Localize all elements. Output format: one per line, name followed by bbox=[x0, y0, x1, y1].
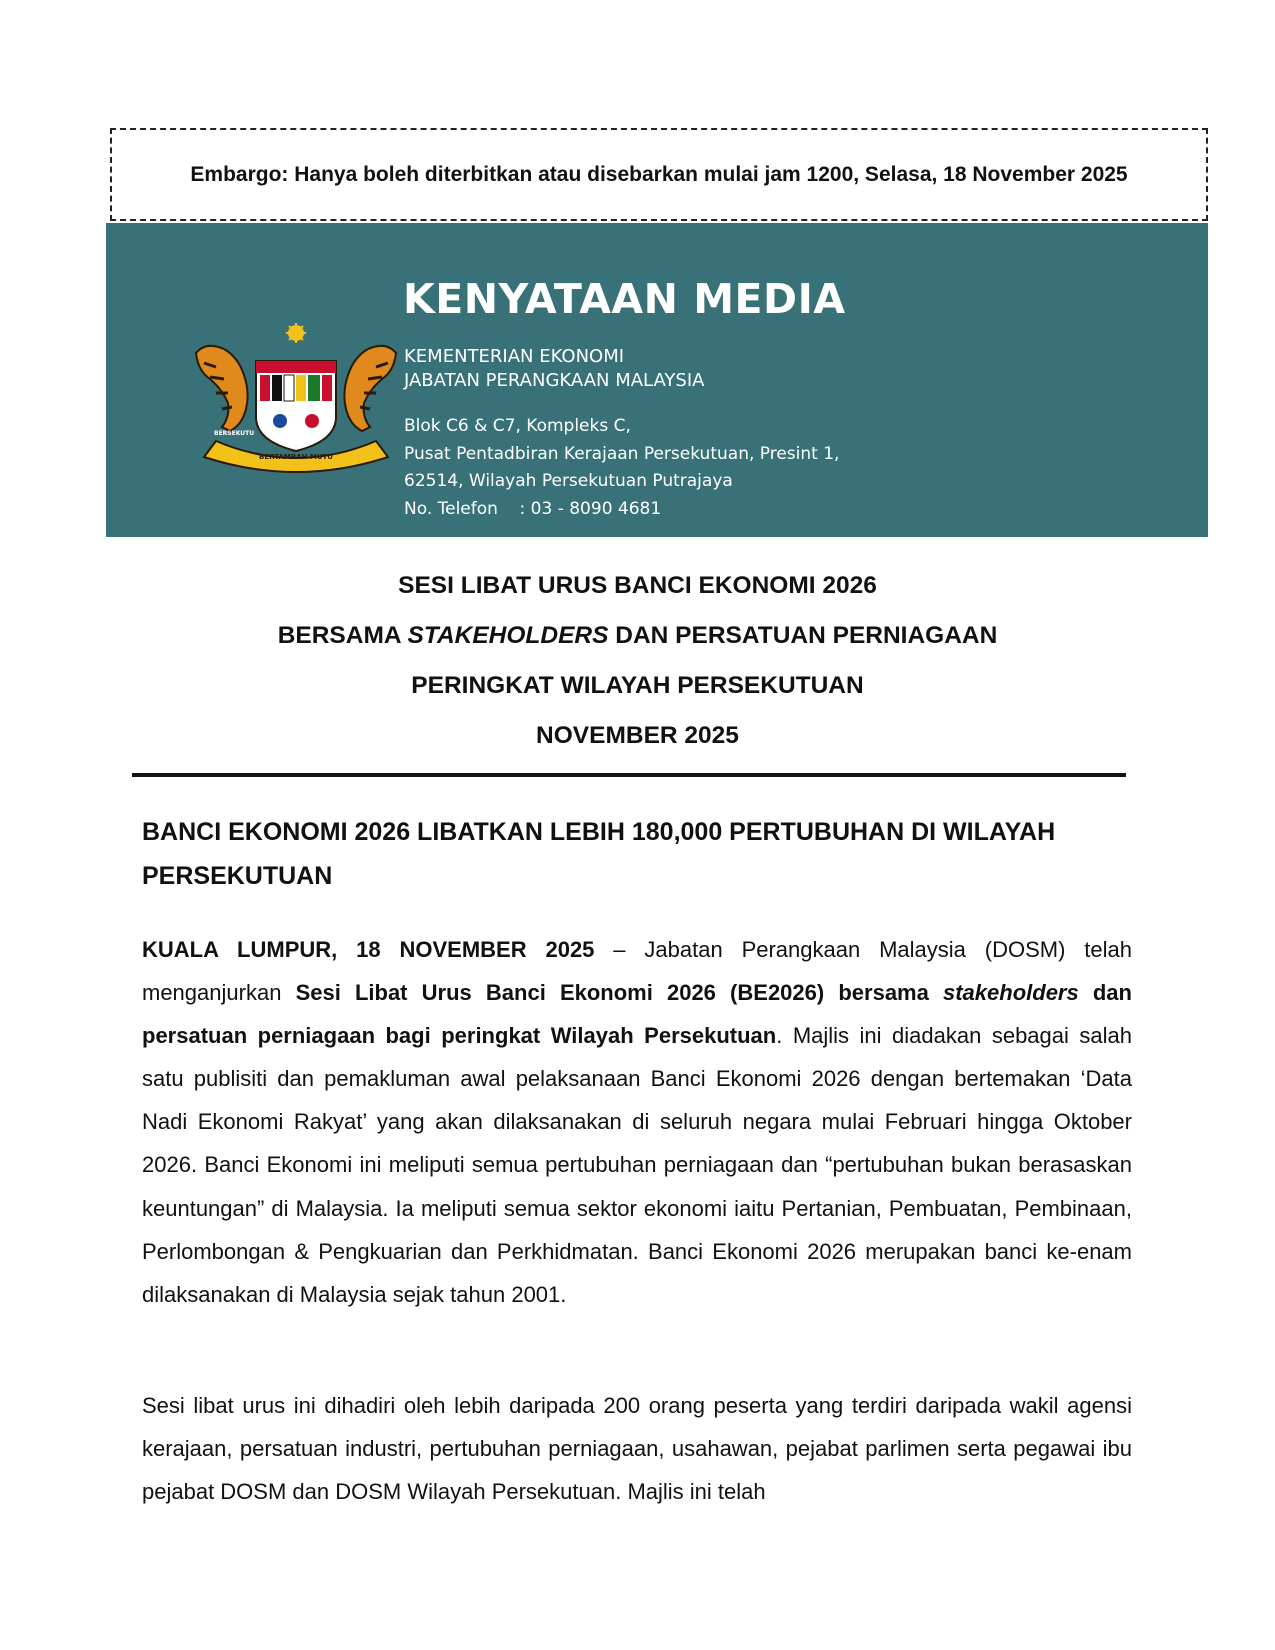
paragraph-2: Sesi libat urus ini dihadiri oleh lebih daripada 200 orang peserta yang terdiri daripada wakil agensi kerajaan, persatuan industri, pertubuhan perniagaan, usahawan, pejabat parlimen serta pegawai ibu pejabat DOSM dan DOSM Wilayah Persekutuan. Majlis ini telah bbox=[142, 1393, 1132, 1505]
paragraph-1-bold-a: Sesi Libat Urus Banci Ekonomi 2026 (BE2026) bersama bbox=[295, 980, 943, 1006]
main-heading bbox=[130, 561, 1145, 761]
paragraph-1-text-b: . Majlis ini diadakan sebagai salah satu publisiti dan pemakluman awal pelaksanaan Banci Ekonomi 2026 dengan bertemakan ‘Data Nadi Ekonomi Rakyat’ yang akan dilaksanakan di seluruh negara mulai Februari hingga Oktober 2026. Banci Ekonomi ini meliputi semua pertubuhan perniagaan dan “pertubuhan bukan berasaskan keuntungan” di Malaysia. Ia meliputi semua sektor ekonomi iaitu Pertanian, Pembuatan, Pembinaan, Perlombongan & Pengkuarian dan Perkhidmatan. Banci Ekonomi 2026 merupakan banci ke-enam dilaksanakan di Malaysia sejak tahun 2001. bbox=[142, 1023, 1132, 1307]
ministry-name: KEMENTERIAN EKONOMI bbox=[404, 346, 625, 367]
address-line-1: Blok C6 & C7, Kompleks C, bbox=[404, 416, 631, 436]
malaysia-coat-of-arms-icon bbox=[176, 323, 416, 473]
media-statement-banner bbox=[106, 223, 1208, 537]
heading-line-2-prefix: BERSAMA bbox=[277, 622, 408, 649]
heading-line-2-italic: STAKEHOLDERS bbox=[407, 622, 609, 649]
paragraph-1 bbox=[142, 928, 1132, 1316]
paragraph-1-text-a: – Jabatan Perangkaan Malaysia (DOSM) telah menganjurkan bbox=[142, 937, 1132, 1006]
heading-line-3: PERINGKAT WILAYAH PERSEKUTUAN bbox=[411, 672, 864, 699]
heading-line-2 bbox=[130, 611, 1145, 661]
paragraph-1-bold-italic: stakeholders bbox=[943, 980, 1079, 1006]
heading-line-1: SESI LIBAT URUS BANCI EKONOMI 2026 bbox=[398, 572, 877, 599]
crest-left-label: BERSEKUTU bbox=[214, 430, 255, 437]
heading-line-2-suffix: DAN PERSATUAN PERNIAGAAN bbox=[608, 622, 998, 649]
banner-address bbox=[404, 413, 839, 523]
dateline: KUALA LUMPUR, 18 NOVEMBER 2025 bbox=[142, 937, 595, 962]
crest-ribbon-text: BERTAMBAH MUTU bbox=[259, 453, 333, 461]
embargo-notice bbox=[110, 128, 1208, 221]
department-name: JABATAN PERANGKAAN MALAYSIA bbox=[404, 370, 705, 391]
address-line-2: Pusat Pentadbiran Kerajaan Persekutuan, Presint 1, bbox=[404, 443, 840, 464]
embargo-text: Embargo: Hanya boleh diterbitkan atau disebarkan mulai jam 1200, Selasa, 18 November 2025 bbox=[190, 162, 1128, 186]
address-line-3: 62514, Wilayah Persekutuan Putrajaya bbox=[404, 471, 733, 491]
article-subheading: BANCI EKONOMI 2026 LIBATKAN LEBIH 180,000 PERTUBUHAN DI WILAYAH PERSEKUTUAN bbox=[142, 818, 1056, 890]
heading-line-4: NOVEMBER 2025 bbox=[536, 722, 739, 749]
phone-number: No. Telefon : 03 - 8090 4681 bbox=[404, 498, 662, 519]
heading-divider bbox=[132, 773, 1126, 777]
banner-organization bbox=[404, 345, 704, 393]
paragraph-1-bold-b: dan persatuan perniagaan bagi peringkat Wilayah Persekutuan bbox=[142, 980, 1132, 1049]
banner-title: KENYATAAN MEDIA bbox=[403, 275, 846, 323]
